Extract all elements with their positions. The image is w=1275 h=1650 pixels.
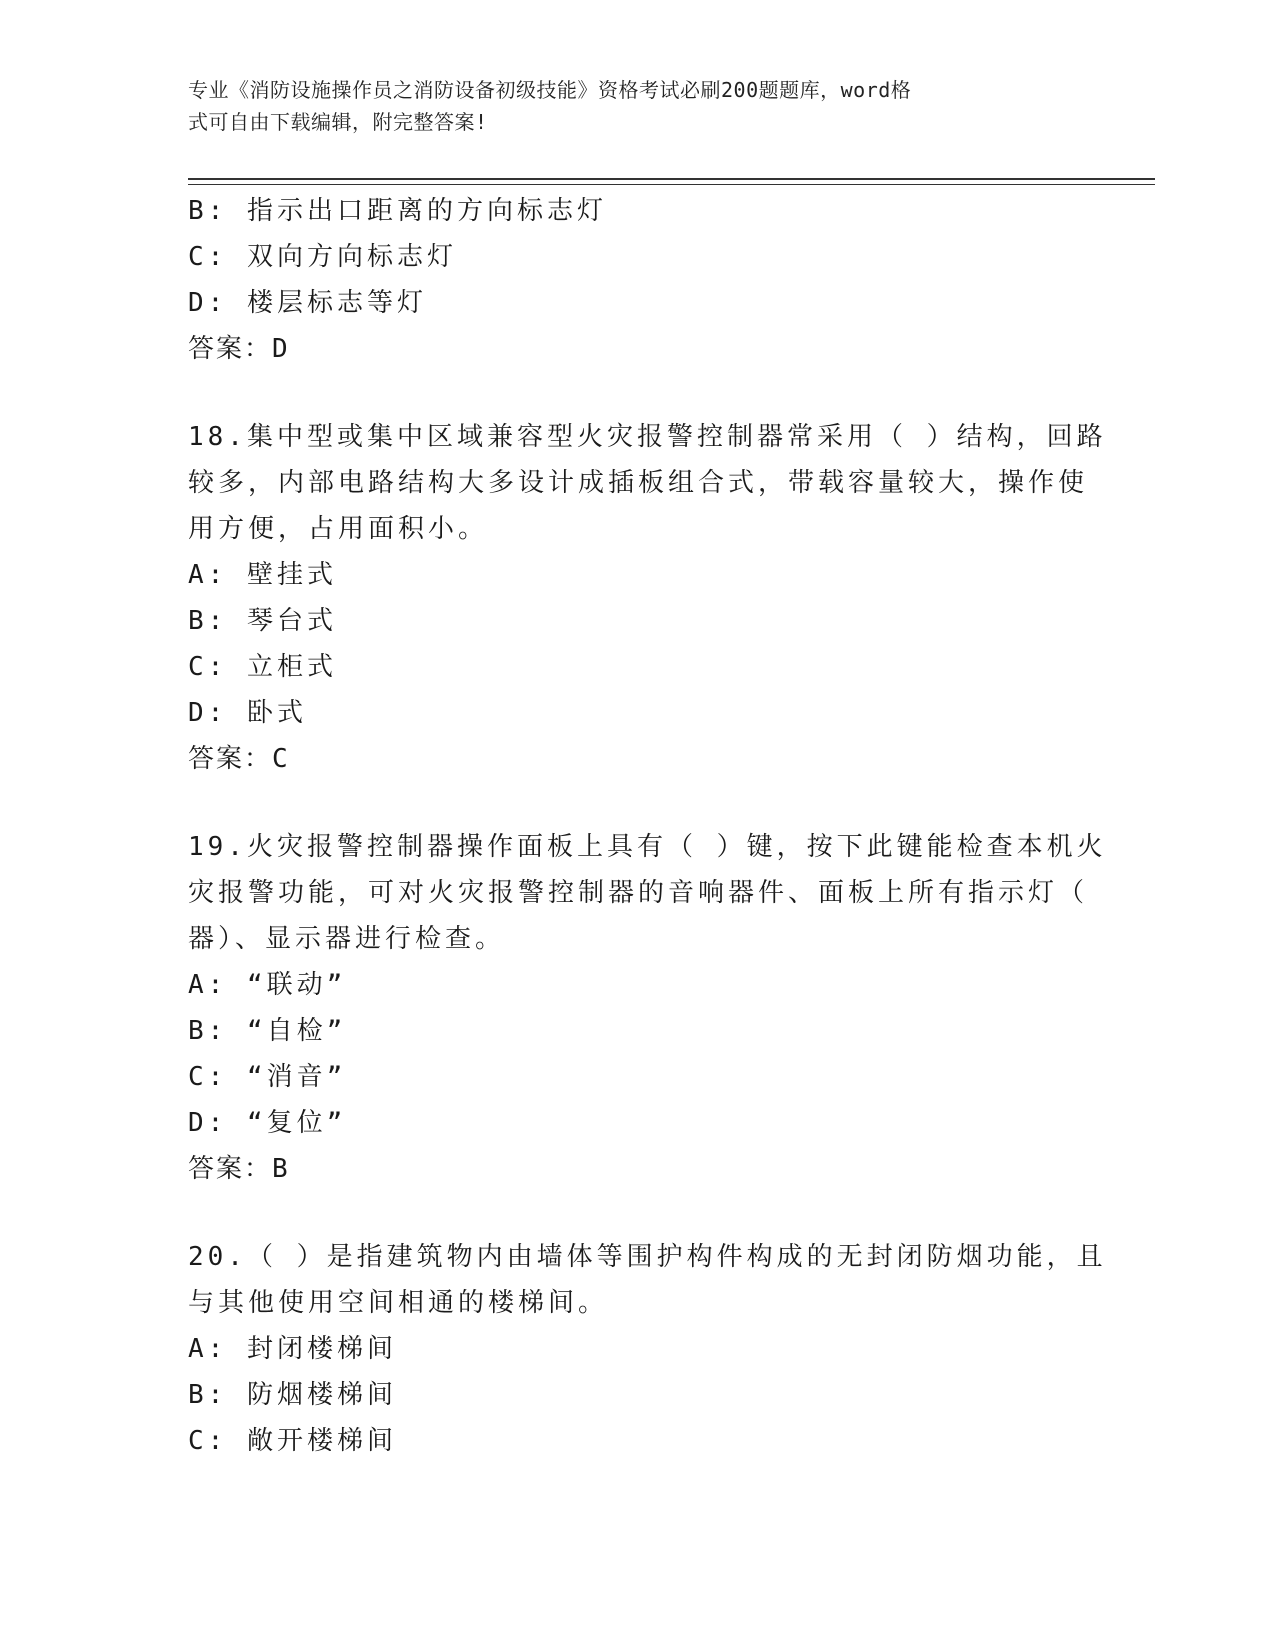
header-line: 专业《消防设施操作员之消防设备初级技能》资格考试必刷200题题库，word格 <box>188 78 912 102</box>
question-17-tail <box>188 188 1088 372</box>
question-text-line: 用方便，占用面积小。 <box>188 514 489 544</box>
document-body <box>188 188 1107 1464</box>
header-divider-thin <box>188 184 1155 185</box>
option-a: A: “联动” <box>188 970 347 1000</box>
option-c: C: 敞开楼梯间 <box>188 1426 397 1456</box>
question-text-line: 20.（ ）是指建筑物内由墙体等围护构件构成的无封闭防烟功能，且 <box>188 1242 1107 1272</box>
option-b: B: 指示出口距离的方向标志灯 <box>188 196 607 226</box>
option-c: C: 立柜式 <box>188 652 337 682</box>
answer-line: 答案：D <box>188 334 290 364</box>
question-19 <box>188 824 1107 1192</box>
question-20 <box>188 1234 1107 1464</box>
answer-line: 答案：C <box>188 744 290 774</box>
document-header <box>188 74 1068 138</box>
option-b: B: 琴台式 <box>188 606 337 636</box>
question-text-line: 与其他使用空间相通的楼梯间。 <box>188 1288 609 1318</box>
header-line: 式可自由下载编辑，附完整答案! <box>188 110 488 134</box>
question-text-line: 19.火灾报警控制器操作面板上具有（ ）键，按下此键能检查本机火 <box>188 832 1107 862</box>
option-b: B: 防烟楼梯间 <box>188 1380 397 1410</box>
header-divider <box>188 178 1155 180</box>
question-text-line: 器）、显示器进行检查。 <box>188 924 506 954</box>
option-a: A: 封闭楼梯间 <box>188 1334 397 1364</box>
option-d: D: 卧式 <box>188 698 307 728</box>
option-a: A: 壁挂式 <box>188 560 337 590</box>
question-text-line: 较多，内部电路结构大多设计成插板组合式，带载容量较大，操作使 <box>188 468 1089 498</box>
option-d: D: 楼层标志等灯 <box>188 288 427 318</box>
answer-line: 答案：B <box>188 1154 290 1184</box>
option-c: C: “消音” <box>188 1062 347 1092</box>
question-text-line: 灾报警功能，可对火灾报警控制器的音响器件、面板上所有指示灯（ <box>188 878 1089 908</box>
question-18 <box>188 414 1107 782</box>
option-c: C: 双向方向标志灯 <box>188 242 457 272</box>
option-b: B: “自检” <box>188 1016 347 1046</box>
option-d: D: “复位” <box>188 1108 347 1138</box>
question-text-line: 18.集中型或集中区域兼容型火灾报警控制器常采用（ ）结构，回路 <box>188 422 1107 452</box>
